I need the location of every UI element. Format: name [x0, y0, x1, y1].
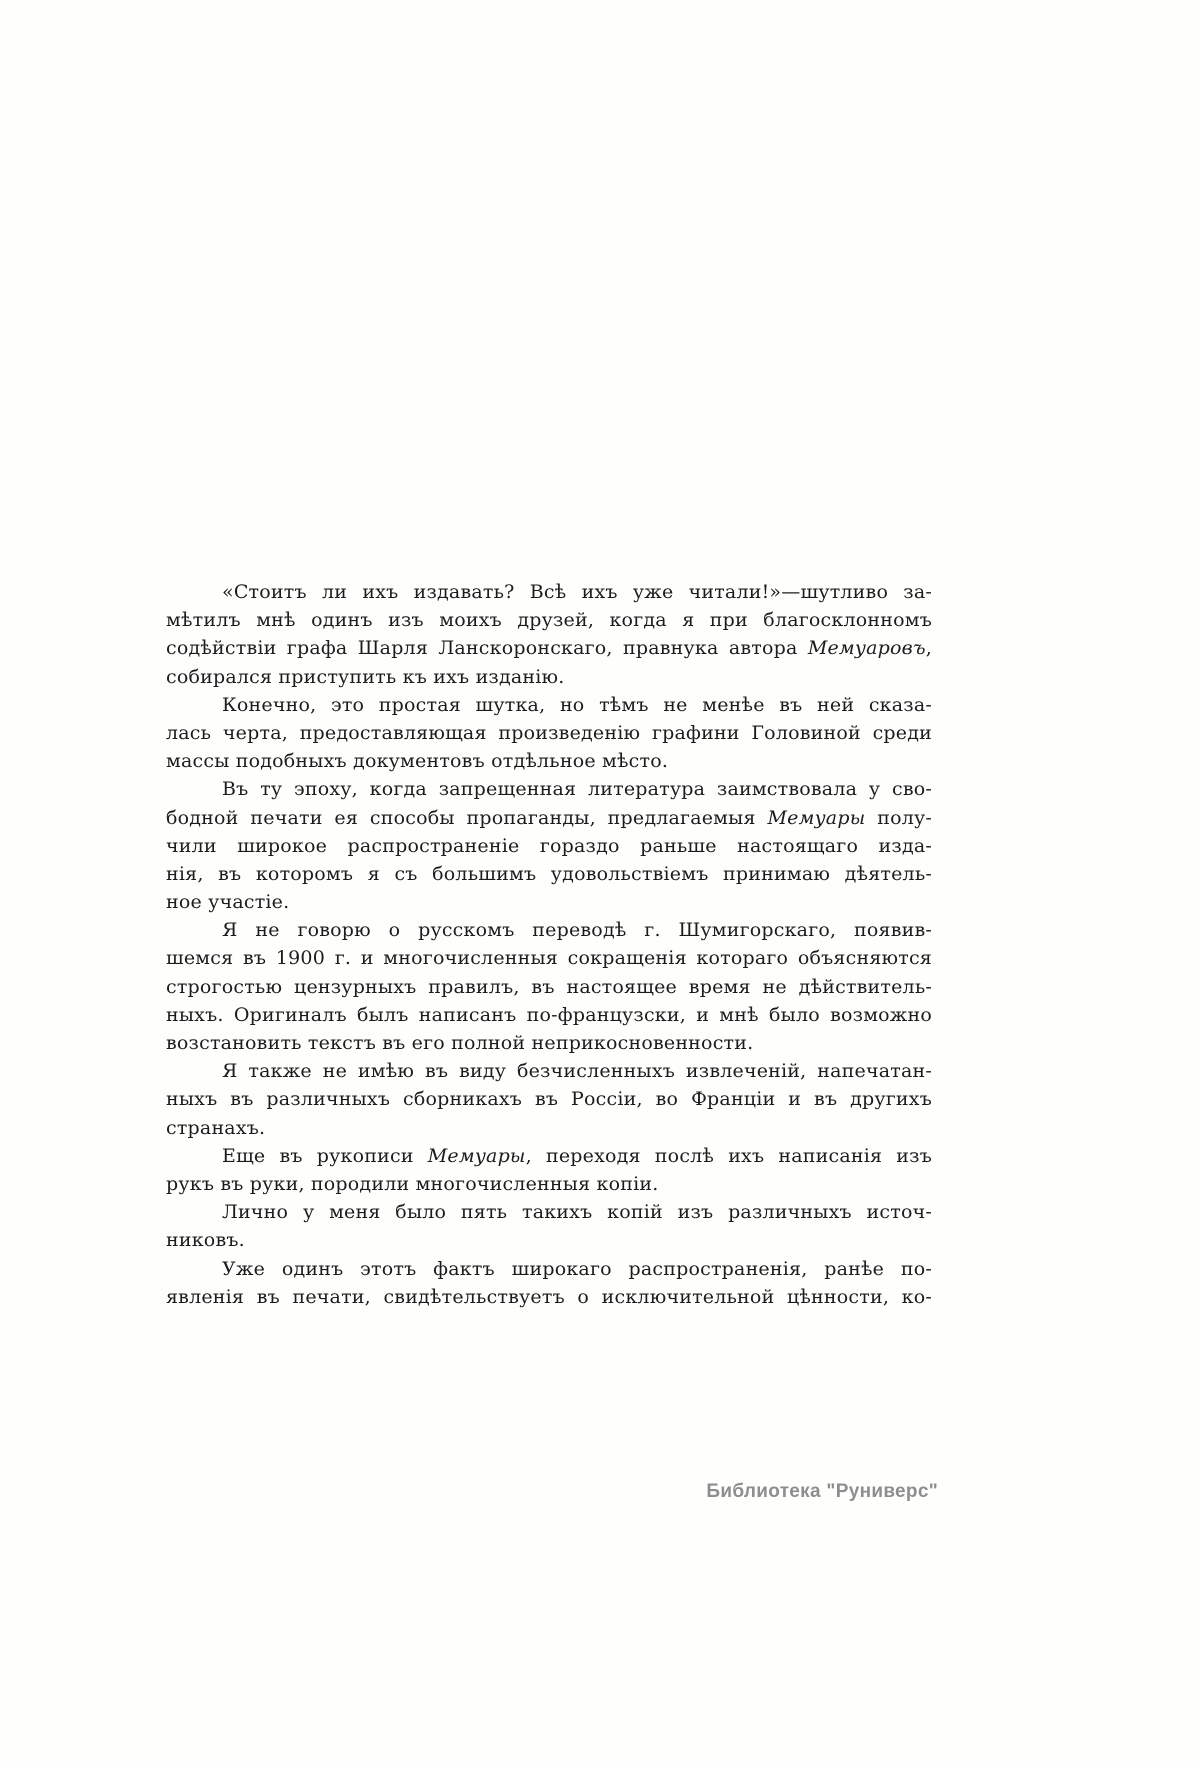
text-line: содѣйствіи графа Шарля Ланскоронскаго, правнука автора Мемуаровъ,: [166, 637, 932, 660]
text-line: строгостью цензурныхъ правилъ, въ настоящее время не дѣйствитель-: [166, 975, 932, 998]
text-line: нія, въ которомъ я съ большимъ удовольствіемъ принимаю дѣятель-: [166, 862, 932, 885]
paragraph-5: [166, 1057, 932, 1142]
text-line: Еще въ рукописи Мемуары, переходя послѣ ихъ написанія изъ: [222, 1144, 932, 1167]
text-line: ныхъ. Оригиналъ былъ написанъ по-французски, и мнѣ было возможно: [166, 1003, 932, 1026]
text-line: массы подобныхъ документовъ отдѣльное мѣсто.: [166, 750, 669, 773]
text-line: чили широкое распространеніе гораздо раньше настоящаго изда-: [166, 834, 932, 857]
text-block: [166, 578, 932, 1311]
paragraph-8: [166, 1255, 932, 1311]
text-line: рукъ въ руки, породили многочисленныя копіи.: [166, 1172, 659, 1195]
text-line: собирался приступить къ ихъ изданію.: [166, 665, 565, 688]
text-line: Лично у меня было пять такихъ копій изъ различныхъ источ-: [222, 1201, 932, 1224]
text-line: возстановить текстъ въ его полной неприкосновенности.: [166, 1032, 754, 1054]
text-line: шемся въ 1900 г. и многочисленныя сокращенія котораго объясняются: [166, 947, 932, 970]
text-line: Я не говорю о русскомъ переводѣ г. Шумигорскаго, появив-: [222, 919, 932, 942]
text-line: мѣтилъ мнѣ одинъ изъ моихъ друзей, когда я при благосклонномъ: [166, 609, 932, 632]
text-line: лась черта, предоставляющая произведенію графини Головиной среди: [166, 721, 932, 744]
text-line: «Стоитъ ли ихъ издавать? Всѣ ихъ уже читали!»—шутливо за-: [222, 581, 932, 603]
paragraph-1: [166, 578, 932, 691]
paragraph-3: [166, 775, 932, 916]
italic-title-text: Мемуаровъ: [807, 637, 926, 660]
text-line: Уже одинъ этотъ фактъ широкаго распространенія, ранѣе по-: [222, 1257, 932, 1280]
paragraph-7: [166, 1198, 932, 1254]
italic-title-text: Мемуары: [427, 1144, 526, 1167]
paragraph-2: [166, 691, 932, 776]
text-line: ное участіе.: [166, 891, 290, 914]
text-line: Я также не имѣю въ виду безчисленныхъ извлеченій, напечатан-: [222, 1060, 932, 1083]
text-line: бодной печати ея способы пропаганды, предлагаемыя Мемуары полу-: [166, 806, 932, 829]
text-line: Конечно, это простая шутка, но тѣмъ не менѣе въ ней сказа-: [222, 693, 932, 716]
italic-title-text: Мемуары: [767, 806, 866, 829]
text-line: Въ ту эпоху, когда запрещенная литература заимствовала у сво-: [222, 778, 932, 801]
paragraph-6: [166, 1142, 932, 1198]
text-line: ныхъ въ различныхъ сборникахъ въ Россіи, во Франціи и въ другихъ: [166, 1088, 932, 1111]
paragraph-4: [166, 916, 932, 1057]
text-line: никовъ.: [166, 1229, 245, 1252]
text-line: явленія въ печати, свидѣтельствуетъ о исключительной цѣнности, ко-: [166, 1285, 932, 1308]
runivers-watermark: Библиотека "Руниверс": [706, 1481, 938, 1502]
text-line: странахъ.: [166, 1116, 266, 1139]
